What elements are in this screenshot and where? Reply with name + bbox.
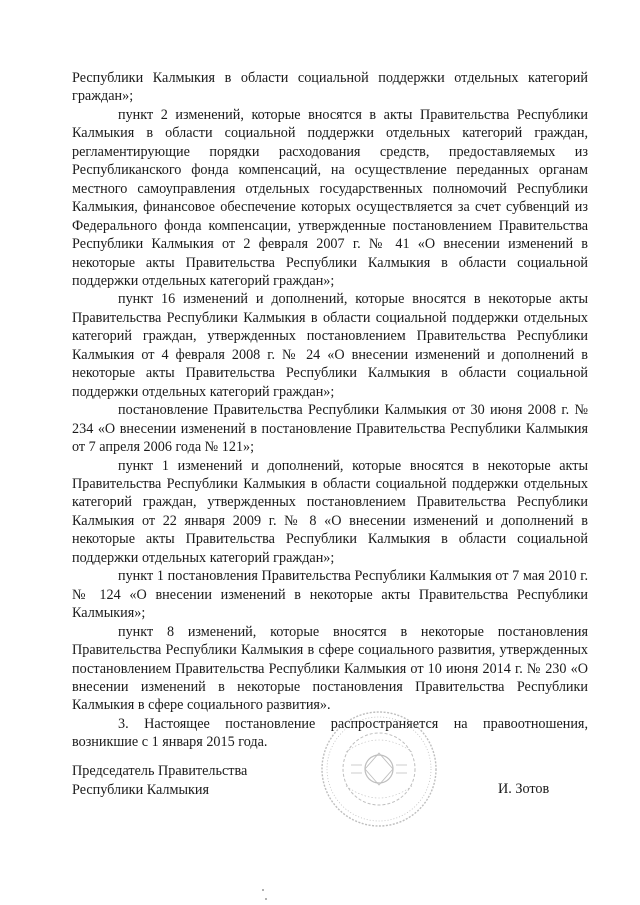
paragraph: пункт 1 изменений и дополнений, которые вносятся в некоторые акты Правительства Республики Калмыкия в области социальной поддержки отдельных категорий граждан, утвержденных постановлением Правительства Республики Калмыкия от 22 января 2009 г. № 8 «О внесении изменений и дополнений в некоторые акты Правительства Республики Калмыкия в области социальной поддержки отдельных категорий граждан»; — [72, 457, 588, 566]
paragraph: пункт 1 постановления Правительства Республики Калмыкия от 7 мая 2010 г. № 124 «О внесении изменений в некоторые акты Правительства Республики Калмыкия»; — [72, 568, 588, 622]
signatory-name: И. Зотов — [498, 781, 550, 797]
signatory-title-line: Председатель Правительства — [72, 763, 248, 779]
official-seal-stamp — [318, 708, 440, 830]
scan-speck — [265, 898, 267, 900]
paragraph: пункт 8 изменений, которые вносятся в некоторые постановления Правительства Республики Калмыкия в сфере социального развития, утвержденных постановлением Правительства Республики Калмыкия от 10 июня 2014 г. № 230 «О внесении изменений в некоторые постановления Правительства Республики Калмыкия в сфере социального развития». — [72, 623, 588, 714]
paragraph: 3. Настоящее постановление распространяется на правоотношения, возникшие с 1 января 2015 года. — [72, 715, 588, 751]
paragraph: пункт 16 изменений и дополнений, которые вносятся в некоторые акты Правительства Республики Калмыкия в области социальной поддержки отдельных категорий граждан, утвержденных постановлением Правительства Республики Калмыкия от 4 февраля 2008 г. № 24 «О внесении изменений и дополнений в некоторые акты Правительства Республики Калмыкия в области социальной поддержки отдельных категорий граждан»; — [72, 291, 588, 400]
document-body — [72, 69, 588, 752]
paragraph: постановление Правительства Республики Калмыкия от 30 июня 2008 г. № 234 «О внесении изменений в постановление Правительства Республики Калмыкия от 7 апреля 2006 года № 121»; — [72, 402, 588, 456]
paragraph: пункт 2 изменений, которые вносятся в акты Правительства Республики Калмыкия в области социальной поддержки отдельных категорий граждан, регламентирующие порядки расходования средств, предоставляемых из Республиканского фонда компенсаций, на осуществление переданных органам местного самоуправления отдельных государственных полномочий Республики Калмыкия, финансовое обеспечение которых осуществляется за счет субвенций из Федерального фонда компенсации, утвержденные постановлением Правительства Республики Калмыкия от 2 февраля 2007 г. № 41 «О внесении изменений в некоторые акты Правительства Республики Калмыкия в области социальной поддержки отдельных категорий граждан»; — [72, 106, 588, 289]
signature-position — [72, 762, 247, 799]
scan-speck — [262, 889, 264, 891]
paragraph: Республики Калмыкия в области социальной поддержки отдельных категорий граждан»; — [72, 70, 588, 105]
signatory-title-line: Республики Калмыкия — [72, 781, 210, 798]
